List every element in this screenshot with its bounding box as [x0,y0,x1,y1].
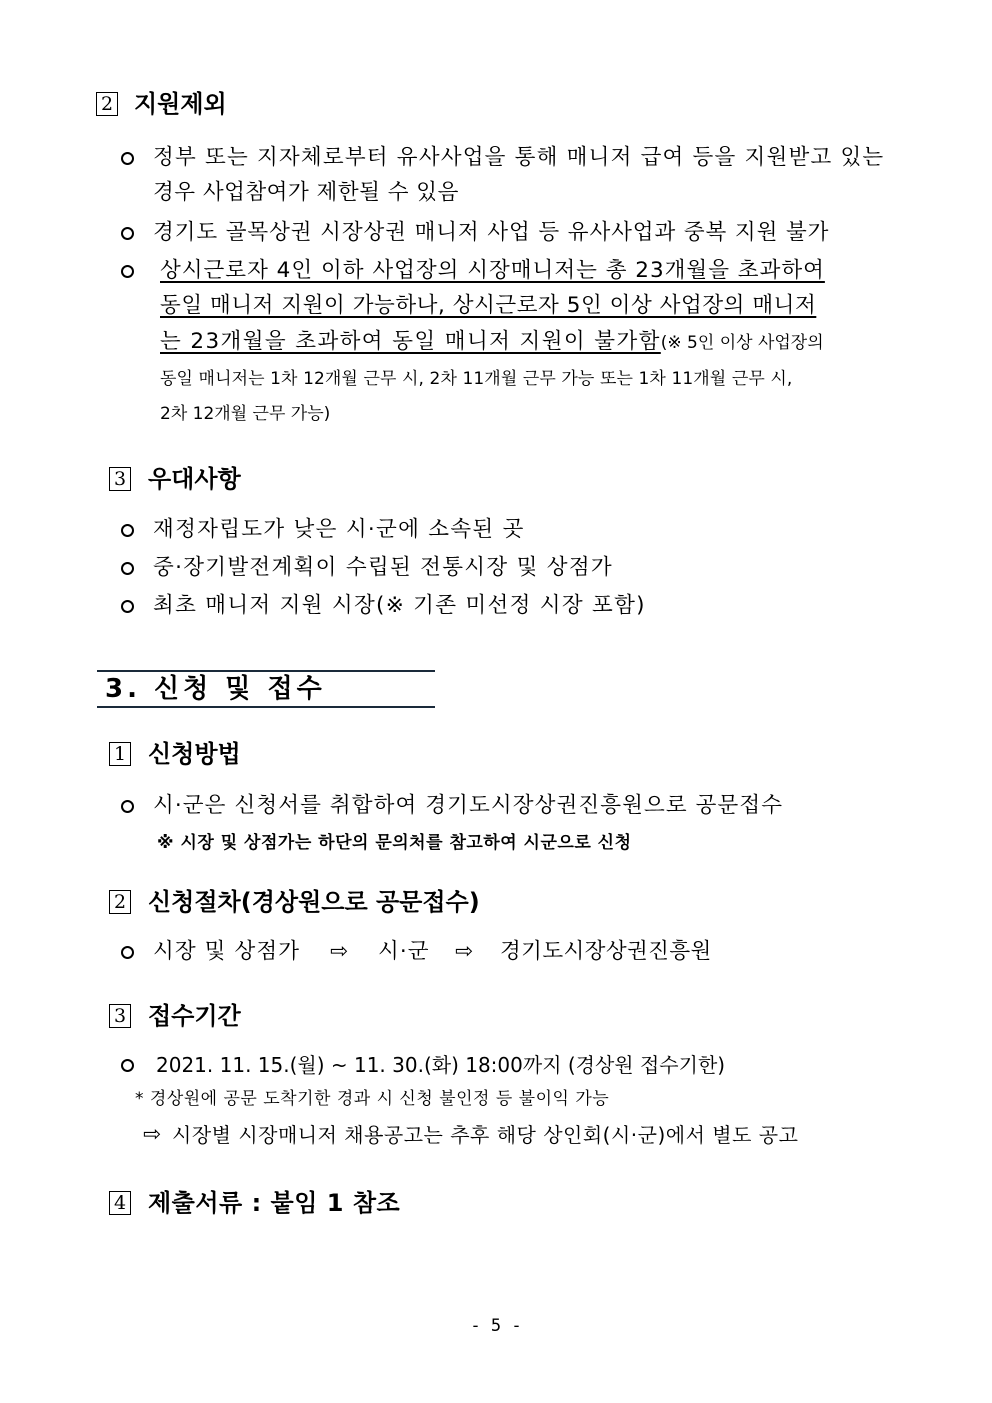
notice-text: 시장별 시장매니저 채용공고는 추후 해당 상인회(시·군)에서 별도 공고 [172,1123,799,1147]
bullet-circle-icon [121,265,134,278]
section-number-box: 2 [109,890,131,914]
procedure-step: 시장 및 상점가 [153,939,301,964]
note-text: * 경상원에 공문 도착기한 경과 시 신청 불인정 등 불이익 가능 [135,1089,610,1109]
bullet-text: 재정자립도가 낮은 시·군에 소속된 곳 [153,517,525,542]
section-heading-procedure: 신청절차(경상원으로 공문접수) [148,888,480,916]
note-text: 2차 12개월 근무 가능) [160,404,331,424]
note-text: ※ 시장 및 상점가는 하단의 문의처를 참고하여 시군으로 신청 [157,833,632,853]
bullet-text: 경기도 골목상권 시장상권 매니저 사업 등 유사사업과 중복 지원 불가 [153,220,830,245]
section-number-box: 2 [96,92,118,116]
bullet-circle-icon [121,800,134,813]
note-text: 동일 매니저는 1차 12개월 근무 시, 2차 11개월 근무 가능 또는 1차 11개월 근무 시, [160,369,793,389]
bullet-text-line [160,327,824,358]
note-text: (※ 5인 이상 사업장의 [660,333,824,353]
procedure-step: 경기도시장상권진흥원 [500,939,712,964]
section-number-box: 3 [109,1004,131,1028]
bullet-text: 최초 매니저 지원 시장(※ 기존 미선정 시장 포함) [153,593,646,618]
chapter-title-box [97,670,435,708]
bullet-text: 2021. 11. 15.(월) ~ 11. 30.(화) 18:00까지 (경상원 접수기한) [156,1053,726,1077]
bullet-text: 시·군은 신청서를 취합하여 경기도시장상권진흥원으로 공문접수 [153,793,784,818]
arrow-right-icon: ⇨ [330,939,349,964]
bullet-text: 중·장기발전계획이 수립된 전통시장 및 상점가 [153,555,613,580]
section-number-box: 4 [109,1191,131,1215]
bullet-text: 정부 또는 지자체로부터 유사사업을 통해 매니저 급여 등을 지원받고 있는 [153,145,885,170]
section-number-box: 1 [109,742,131,766]
section-number-box: 3 [109,467,131,491]
bullet-circle-icon [121,1059,134,1072]
bullet-text-underlined: 상시근로자 4인 이하 사업장의 시장매니저는 총 23개월을 초과하여 [160,258,825,283]
arrow-right-icon: ⇨ [455,939,474,964]
section-heading-exclusion: 지원제외 [134,90,227,118]
section-heading-period: 접수기간 [148,1002,241,1030]
section-heading-method: 신청방법 [148,740,241,768]
section-heading-documents: 제출서류 : 붙임 1 참조 [148,1189,401,1217]
procedure-step: 시·군 [378,939,430,964]
bullet-text-continued: 경우 사업참여가 제한될 수 있음 [153,180,459,205]
section-heading-preference: 우대사항 [148,465,241,493]
underlined-text: 는 23개월을 초과하여 동일 매니저 지원이 불가함 [160,329,661,354]
chapter-title: 3. 신청 및 접수 [105,674,326,704]
bullet-circle-icon [121,524,134,537]
bullet-circle-icon [121,600,134,613]
page-number: - 5 - [470,1316,522,1336]
arrow-right-icon: ⇨ [143,1122,162,1147]
bullet-circle-icon [121,946,134,959]
bullet-circle-icon [121,227,134,240]
bullet-circle-icon [121,562,134,575]
bullet-circle-icon [121,152,134,165]
bullet-text-underlined: 동일 매니저 지원이 가능하나, 상시근로자 5인 이상 사업장의 매니저 [160,293,817,318]
